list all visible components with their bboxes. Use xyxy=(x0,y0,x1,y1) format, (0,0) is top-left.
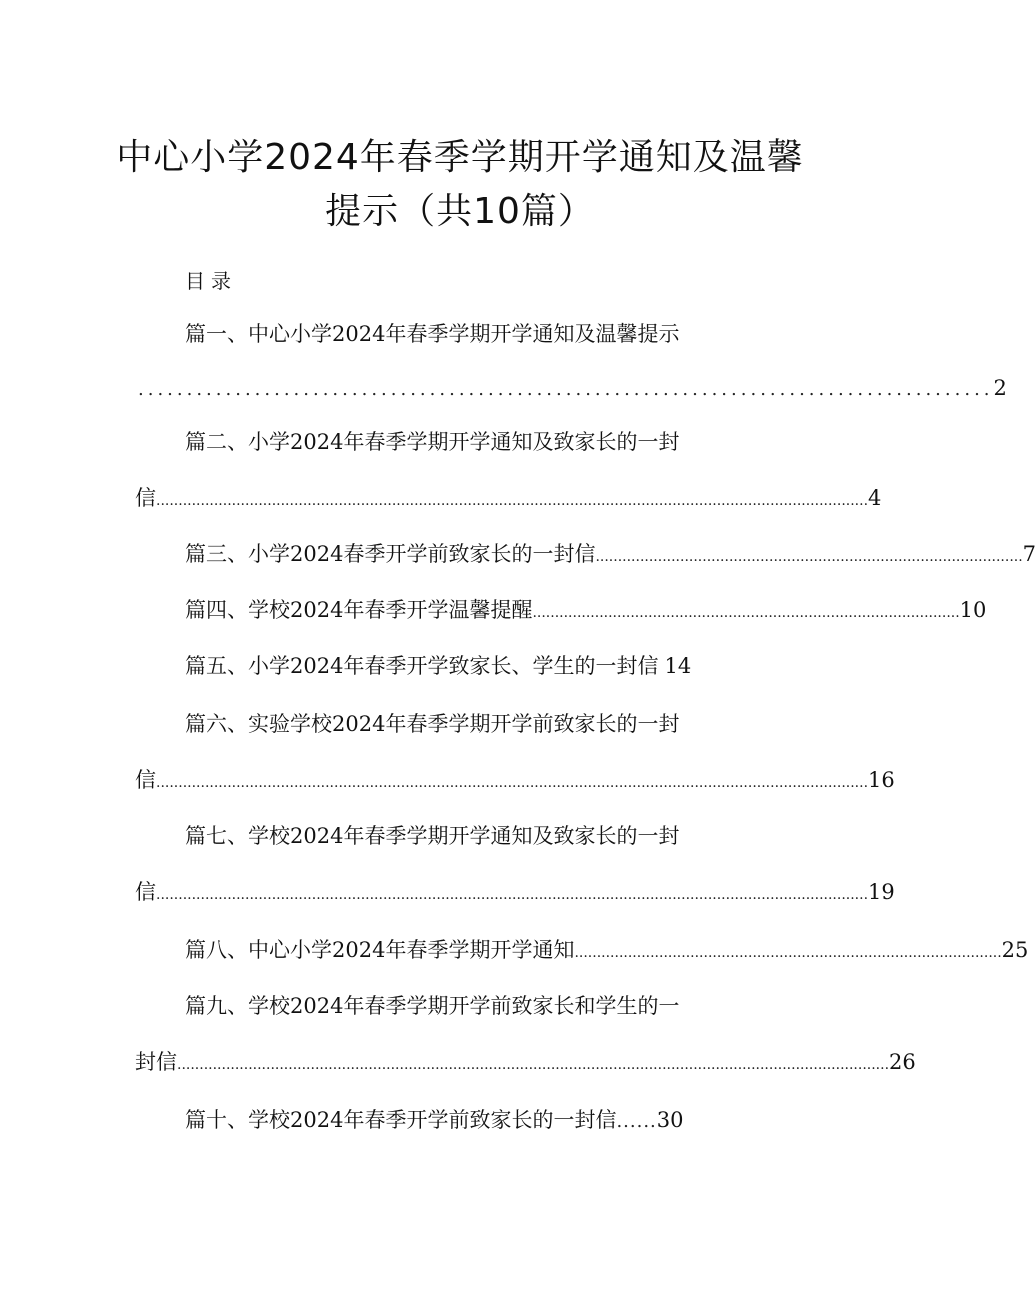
toc-entry-5-page: 14 xyxy=(664,654,692,678)
toc-entry-3-title: 篇三、小学2024春季开学前致家长的一封信 xyxy=(185,542,596,566)
toc-entry-7-page: 19 xyxy=(868,880,895,904)
toc-entry-6[interactable] xyxy=(185,708,679,740)
toc-entry-1-leader[interactable] xyxy=(138,372,1007,406)
toc-entry-1-dots: ........................................................................................ xyxy=(138,379,994,400)
toc-entry-2[interactable] xyxy=(185,426,679,458)
toc-entry-10-page: 30 xyxy=(656,1108,684,1132)
toc-entry-6-dots: ................................................................................................................................................................ xyxy=(156,775,869,791)
toc-entry-7-leader[interactable] xyxy=(135,876,895,911)
toc-entry-9[interactable] xyxy=(185,990,679,1022)
toc-entry-10-dots: ...... xyxy=(616,1111,657,1132)
toc-entry-5[interactable] xyxy=(185,650,691,682)
toc-entry-6-page: 16 xyxy=(868,768,895,792)
document-title-line-2: 提示（共10篇） xyxy=(325,191,595,232)
toc-entry-4-dots: ................................................................................................ xyxy=(532,605,960,621)
toc-entry-9-leader[interactable] xyxy=(135,1046,916,1081)
toc-entry-7-title: 篇七、学校2024年春季学期开学通知及致家长的一封 xyxy=(185,824,680,848)
toc-entry-5-title: 篇五、小学2024年春季开学致家长、学生的一封信 xyxy=(185,654,659,678)
toc-entry-10-title: 篇十、学校2024年春季开学前致家长的一封信 xyxy=(185,1108,617,1132)
toc-entry-8-title: 篇八、中心小学2024年春季学期开学通知 xyxy=(185,938,575,962)
toc-entry-3[interactable] xyxy=(185,538,1036,573)
toc-entry-8-page: 25 xyxy=(1001,938,1029,962)
toc-entry-3-dots: ................................................................................................ xyxy=(595,549,1023,565)
toc-entry-2-dots: ................................................................................................................................................................ xyxy=(156,493,869,509)
toc-entry-6-leader[interactable] xyxy=(135,764,895,799)
toc-entry-9-dots: ................................................................................................................................................................ xyxy=(177,1057,890,1073)
toc-entry-3-page: 7 xyxy=(1022,542,1036,566)
toc-entry-9-page: 26 xyxy=(889,1050,916,1074)
toc-entry-7-title-cont: 信 xyxy=(135,880,156,904)
toc-entry-2-title: 篇二、小学2024年春季学期开学通知及致家长的一封 xyxy=(185,430,680,454)
toc-entry-2-title-cont: 信 xyxy=(135,486,156,510)
toc-heading: 目录 xyxy=(185,269,237,293)
toc-entry-4[interactable] xyxy=(185,594,987,629)
toc-entry-2-page: 4 xyxy=(868,486,882,510)
toc-entry-7-dots: ................................................................................................................................................................ xyxy=(156,887,869,903)
toc-entry-2-leader[interactable] xyxy=(135,482,882,517)
toc-entry-9-title: 篇九、学校2024年春季学期开学前致家长和学生的一 xyxy=(185,994,680,1018)
toc-entry-6-title: 篇六、实验学校2024年春季学期开学前致家长的一封 xyxy=(185,712,680,736)
toc-entry-1-page: 2 xyxy=(993,376,1007,400)
toc-entry-10[interactable] xyxy=(185,1104,684,1138)
toc-entry-8[interactable] xyxy=(185,934,1029,969)
toc-entry-8-dots: ................................................................................................ xyxy=(574,945,1002,961)
toc-entry-4-page: 10 xyxy=(959,598,987,622)
toc-entry-9-title-cont: 封信 xyxy=(135,1050,177,1074)
toc-entry-4-title: 篇四、学校2024年春季开学温馨提醒 xyxy=(185,598,533,622)
toc-entry-7[interactable] xyxy=(185,820,679,852)
document-title-line-1: 中心小学2024年春季学期开学通知及温馨 xyxy=(116,137,804,178)
toc-entry-6-title-cont: 信 xyxy=(135,768,156,792)
toc-entry-1[interactable] xyxy=(185,318,679,350)
toc-entry-1-title: 篇一、中心小学2024年春季学期开学通知及温馨提示 xyxy=(185,322,680,346)
